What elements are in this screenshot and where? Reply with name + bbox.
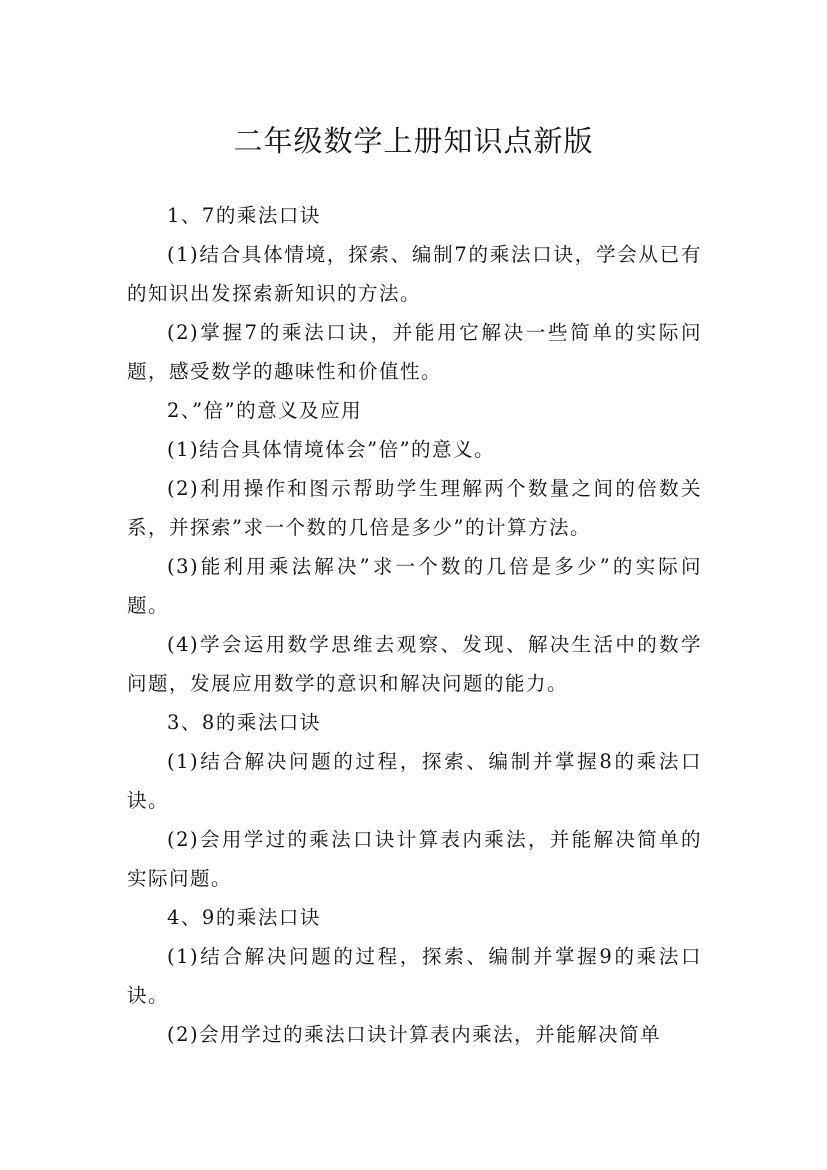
section-heading-4: 4、9的乘法口诀 [167,906,321,929]
section-heading-3: 3、8的乘法口诀 [167,711,321,734]
paragraph: (3)能利用乘法解决”求一个数的几倍是多少”的实际问题。 [127,555,702,617]
paragraph: (1)结合解决问题的过程，探索、编制并掌握8的乘法口诀。 [127,750,702,812]
section-heading-2: 2、”倍”的意义及应用 [167,399,363,422]
paragraph: (2)会用学过的乘法口诀计算表内乘法，并能解决简单 [167,1023,662,1046]
paragraph: (1)结合具体情境体会”倍”的意义。 [167,438,496,461]
paragraph: (1)结合解决问题的过程，探索、编制并掌握9的乘法口诀。 [127,945,702,1007]
paragraph: (4)学会运用数学思维去观察、发现、解决生活中的数学问题，发展应用数学的意识和解决问题的能力。 [127,633,702,695]
paragraph: (2)掌握7的乘法口诀，并能用它解决一些简单的实际问题，感受数学的趣味性和价值性。 [127,321,702,383]
paragraph: (2)利用操作和图示帮助学生理解两个数量之间的倍数关系，并探索”求一个数的几倍是多少”的计算方法。 [127,477,702,539]
document-body [127,196,702,1054]
paragraph: (2)会用学过的乘法口诀计算表内乘法，并能解决简单的实际问题。 [127,828,702,890]
document-title: 二年级数学上册知识点新版 [233,124,594,159]
section-heading-1: 1、7的乘法口诀 [167,204,321,227]
paragraph: (1)结合具体情境，探索、编制7的乘法口诀，学会从已有的知识出发探索新知识的方法。 [127,243,702,305]
